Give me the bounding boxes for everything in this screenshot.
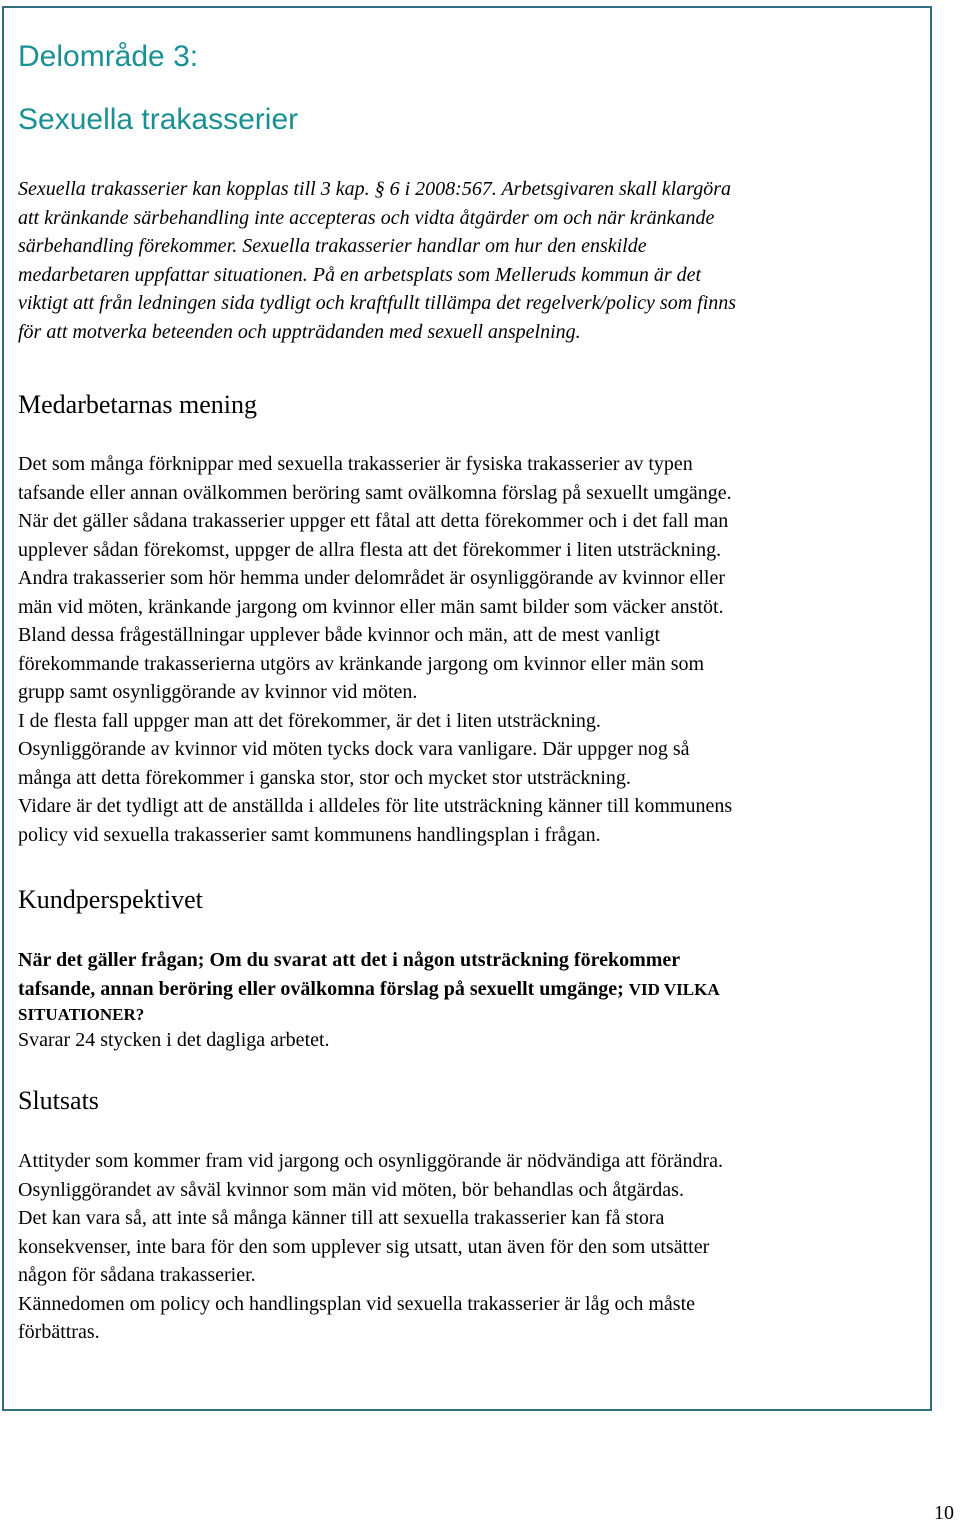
body-line: Andra trakasserier som hör hemma under delområdet är osynliggörande av kvinnor eller: [18, 567, 725, 589]
body-line: grupp samt osynliggörande av kvinnor vid möten.: [18, 681, 418, 703]
intro-paragraph: [18, 175, 918, 346]
body-line: konsekvenser, inte bara för den som upplever sig utsatt, utan även för den som utsätter: [18, 1235, 710, 1258]
question-caps: SITUATIONER?: [18, 1005, 145, 1024]
intro-line: för att motverka beteenden och uppträdanden med sexuell anspelning.: [18, 320, 581, 343]
kundperspektivet-heading: Kundperspektivet: [18, 885, 203, 914]
body-line: Osynliggörande av kvinnor vid möten tycks dock vara vanligare. Där uppger nog så: [18, 738, 690, 760]
body-line: Vidare är det tydligt att de anställda i alldeles för lite utsträckning känner till kommunens: [18, 795, 733, 817]
body-line: män vid möten, kränkande jargong om kvinnor eller män samt bilder som väcker anstöt.: [18, 595, 724, 618]
slutsats-heading: Slutsats: [18, 1086, 99, 1115]
intro-line: viktigt att från ledningen sida tydligt och kraftfullt tillämpa det regelverk/policy som finns: [18, 292, 737, 314]
intro-line: särbehandling förekommer. Sexuella trakasserier handlar om hur den enskilde: [18, 235, 647, 257]
body-line: policy vid sexuella trakasserier samt kommunens handlingsplan i frågan.: [18, 823, 601, 846]
intro-line: att kränkande särbehandling inte accepteras och vidta åtgärder om och när kränkande: [18, 206, 715, 229]
body-line: upplever sådan förekomst, uppger de allra flesta att det förekommer i liten utsträckning.: [18, 538, 722, 561]
page-number: 10: [934, 1502, 954, 1524]
intro-line: medarbetaren uppfattar situationen. På en arbetsplats som Melleruds kommun är det: [18, 263, 702, 286]
medarbetarnas-paragraph: [18, 450, 918, 849]
kundperspektivet-paragraph: [18, 946, 918, 1055]
question-line: tafsande, annan beröring eller ovälkomna förslag på sexuellt umgänge;: [18, 977, 624, 1000]
body-line: någon för sådana trakasserier.: [18, 1264, 256, 1286]
question-caps: VID VILKA: [628, 979, 720, 999]
body-line: Osynliggörandet av såväl kvinnor som män vid möten, bör behandlas och åtgärdas.: [18, 1178, 684, 1201]
body-line: Bland dessa frågeställningar upplever både kvinnor och män, att de mest vanligt: [18, 624, 661, 646]
body-line: Attityder som kommer fram vid jargong och osynliggörande är nödvändiga att förändra.: [18, 1150, 723, 1172]
body-line: Kännedomen om policy och handlingsplan vid sexuella trakasserier är låg och måste: [18, 1292, 696, 1315]
body-line: När det gäller sådana trakasserier uppger ett fåtal att detta förekommer och i det fall man: [18, 510, 729, 532]
body-line: förekommande trakasserierna utgörs av kränkande jargong om kvinnor eller män som: [18, 652, 705, 675]
slutsats-paragraph: [18, 1147, 918, 1347]
question-line: När det gäller frågan; Om du svarat att det i någon utsträckning förekommer: [18, 949, 681, 971]
body-line: I de flesta fall uppger man att det förekommer, är det i liten utsträckning.: [18, 709, 601, 732]
section-title: Sexuella trakasserier: [18, 103, 299, 136]
section-label: Delområde 3:: [18, 40, 199, 73]
body-line: Det kan vara så, att inte så många känner till att sexuella trakasserier kan få stora: [18, 1207, 665, 1229]
body-line: Det som många förknippar med sexuella trakasserier är fysiska trakasserier av typen: [18, 453, 693, 475]
intro-line: Sexuella trakasserier kan kopplas till 3 kap. § 6 i 2008:567. Arbetsgivaren skall klargöra: [18, 178, 732, 200]
body-line: många att detta förekommer i ganska stor, stor och mycket stor utsträckning.: [18, 766, 631, 789]
body-line: förbättras.: [18, 1321, 100, 1343]
answer-line: Svarar 24 stycken i det dagliga arbetet.: [18, 1029, 330, 1051]
body-line: tafsande eller annan ovälkommen beröring samt ovälkomna förslag på sexuellt umgänge.: [18, 481, 732, 504]
medarbetarnas-heading: Medarbetarnas mening: [18, 390, 257, 419]
